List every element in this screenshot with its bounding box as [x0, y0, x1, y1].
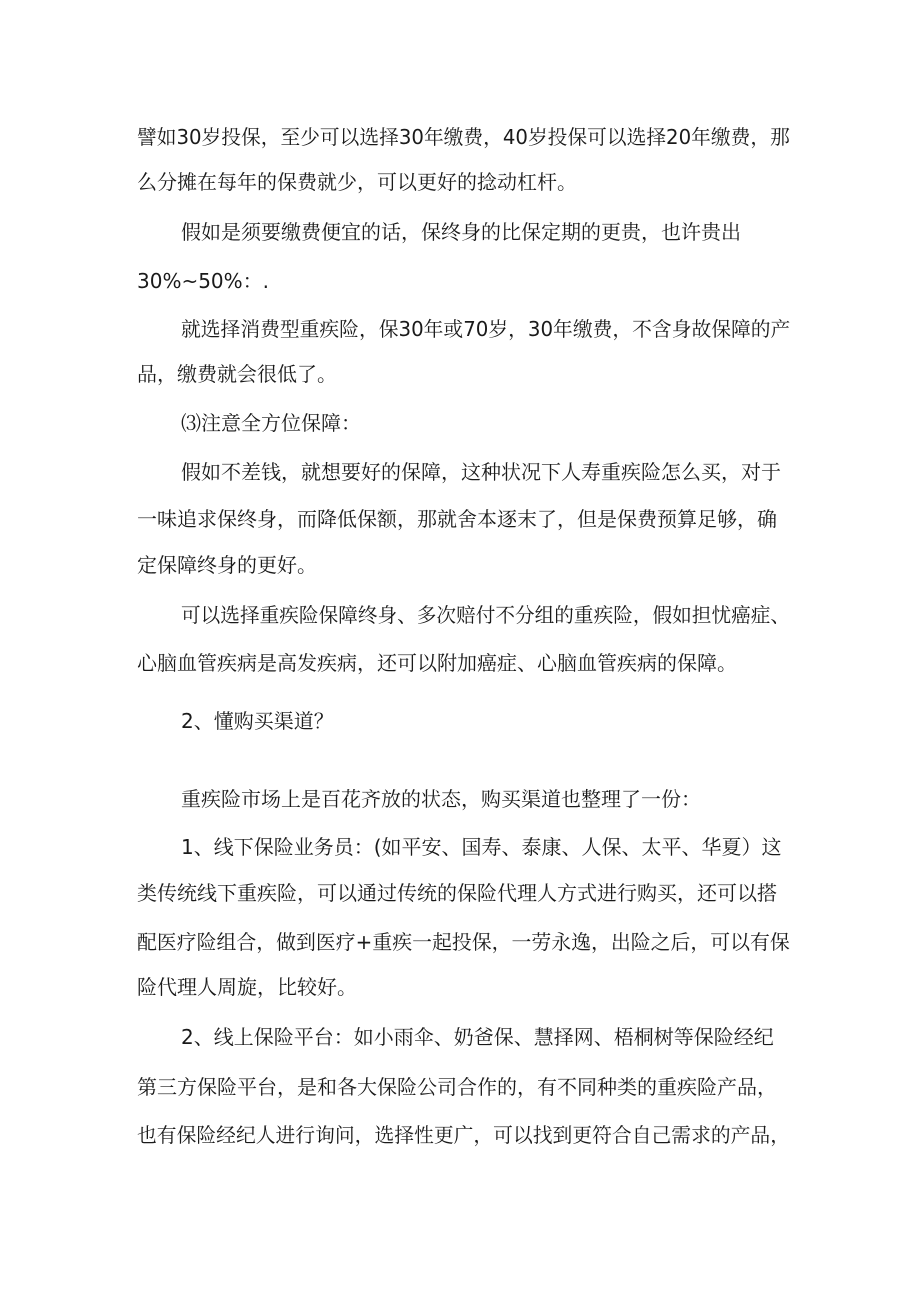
text-line-15: 1、线下保险业务员：(如平安、国寿、泰康、人保、太平、华夏）这: [181, 835, 782, 859]
text-line-19: 2、线上保险平台：如小雨伞、奶爸保、慧择网、梧桐树等保险经纪: [181, 1025, 774, 1049]
text-line-2: 么分摊在每年的保费就少，可以更好的捻动杠杆。: [137, 170, 577, 194]
text-line-11: 可以选择重疾险保障终身、多次赔付不分组的重疾险，假如担忧癌症、: [181, 603, 791, 627]
text-line-14: 重疾险市场上是百花齐放的状态，购买渠道也整理了一份：: [181, 787, 701, 811]
text-line-1: 譬如30岁投保，至少可以选择30年缴费，40岁投保可以选择20年缴费，那: [137, 125, 790, 149]
text-line-20: 第三方保险平台，是和各大保险公司合作的，有不同种类的重疾险产品，: [137, 1075, 777, 1099]
text-line-21: 也有保险经纪人进行询问，选择性更广，可以找到更符合自己需求的产品，: [137, 1123, 791, 1147]
text-line-13: 2、懂购买渠道？: [181, 709, 334, 733]
text-line-3: 假如是须要缴费便宜的话，保终身的比保定期的更贵，也许贵出: [181, 220, 741, 244]
text-line-5: 就选择消费型重疾险，保30年或70岁，30年缴费，不含身故保障的产: [181, 317, 791, 341]
text-line-6: 品，缴费就会很低了。: [137, 362, 337, 386]
text-line-8: 假如不差钱，就想要好的保障，这种状况下人寿重疾险怎么买，对于: [181, 460, 781, 484]
text-line-4: 30%~50%：.: [137, 269, 270, 293]
text-line-17: 配医疗险组合，做到医疗+重疾一起投保，一劳永逸，出险之后，可以有保: [137, 930, 790, 954]
text-line-10: 定保障终身的更好。: [137, 553, 317, 577]
text-line-12: 心脑血管疾病是高发疾病，还可以附加癌症、心脑血管疾病的保障。: [137, 651, 737, 675]
text-line-7: ⑶注意全方位保障：: [181, 411, 361, 435]
text-line-18: 险代理人周旋，比较好。: [137, 975, 357, 999]
text-line-16: 类传统线下重疾险，可以通过传统的保险代理人方式进行购买，还可以搭: [137, 881, 777, 905]
text-line-9: 一味追求保终身，而降低保额，那就舍本逐末了，但是保费预算足够，确: [137, 507, 777, 531]
